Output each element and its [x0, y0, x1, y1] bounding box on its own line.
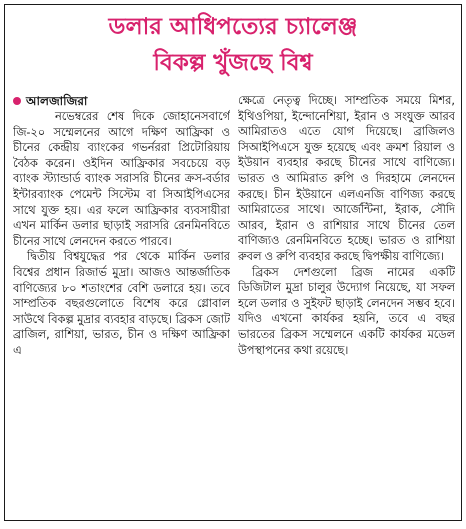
- paragraph: ক্ষেত্রে নেতৃত্ব দিচ্ছে। সাম্প্রতিক সময়ে মিশর, ইথিওপিয়া, ইন্দোনেশিয়া, ইরান ও সংযুক্ত আরব আমিরাতও এতে যোগ দিয়েছে। ব্রাজিলও সিআইপিএসে যুক্ত হয়েছে এবং ক্রমশ রিয়াল ও ইউয়ান ব্যবহার করছে চীনের সাথে বাণিজ্যে। ভারত ও আমিরাত রুপি ও দিরহামে লেনদেন করছে। চীন ইউয়ানে এলএনজি বাণিজ্য করছে আমিরাতের সাথে। আর্জেন্টিনা, ইরাক, সৌদি আরব, ইরান ও রাশিয়ার সাথে চীনের তেল বাণিজ্যও রেনমিনবিতে হচ্ছে। ভারত ও রাশিয়া রুবল ও রুপি ব্যবহার করছে দ্বিপক্ষীয় বাণিজ্যে।: [238, 94, 455, 263]
- paragraph: নভেম্বরের শেষ দিকে জোহানেসবার্গে জি-২০ সম্মেলনের আগে দক্ষিণ আফ্রিকা ও চীনের কেন্দ্রীয় ব্যাংকের গভর্নররা প্রিটোরিয়ায় বৈঠক করেন। ওইদিন আফ্রিকার সবচেয়ে বড় ব্যাংক স্ট্যান্ডার্ড ব্যাংক সরাসরি চীনের ক্রস-বর্ডার ইন্টারব্যাংক পেমেন্ট সিস্টেম বা সিআইপিএসের সাথে যুক্ত হয়। এর ফলে আফ্রিকার ব্যবসায়ীরা এখন মার্কিন ডলার ছাড়াই সরাসরি রেনমিনবিতে চীনের সাথে লেনদেন করতে পারবে।: [13, 110, 230, 248]
- byline-source: আলজাজিরা: [26, 94, 88, 108]
- byline: [13, 93, 230, 109]
- article-column-right: [238, 93, 455, 514]
- paragraph: দ্বিতীয় বিশ্বযুদ্ধের পর থেকে মার্কিন ডলার বিশ্বের প্রধান রিজার্ভ মুদ্রা। আজও আন্তর্জাতিক বাণিজ্যের ৮০ শতাংশের বেশি ডলারে হয়। তবে সাম্প্রতিক বছরগুলোতে বিশেষ করে গ্লোবাল সাউথে বিকল্প মুদ্রার ব্যবহার বাড়ছে। ব্রিকস জোট ব্রাজিল, রাশিয়া, ভারত, চীন ও দক্ষিণ আফ্রিকা এ: [13, 250, 230, 357]
- article-body: [13, 93, 455, 514]
- headline-line-1: ডলার আধিপত্যের চ্যালেঞ্জ: [108, 14, 358, 40]
- paragraph: ব্রিকস দেশগুলো ব্রিজ নামের একটি ডিজিটাল মুদ্রা চালুর উদ্যোগ নিয়েছে, যা সফল হলে ডলার ও সুইফট ছাড়াই লেনদেন সম্ভব হবে। যদিও এখনো কার্যকর হয়নি, তবে এ বছর ভারতের ব্রিকস সম্মেলনে একটি কার্যকর মডেল উপস্থাপনের কথা রয়েছে।: [238, 265, 455, 357]
- news-clipping: [4, 4, 462, 521]
- article-column-left: [13, 93, 230, 514]
- headline: [5, 5, 461, 89]
- bullet-icon: [13, 97, 21, 105]
- headline-line-2: বিকল্প খুঁজছে বিশ্ব: [153, 50, 313, 76]
